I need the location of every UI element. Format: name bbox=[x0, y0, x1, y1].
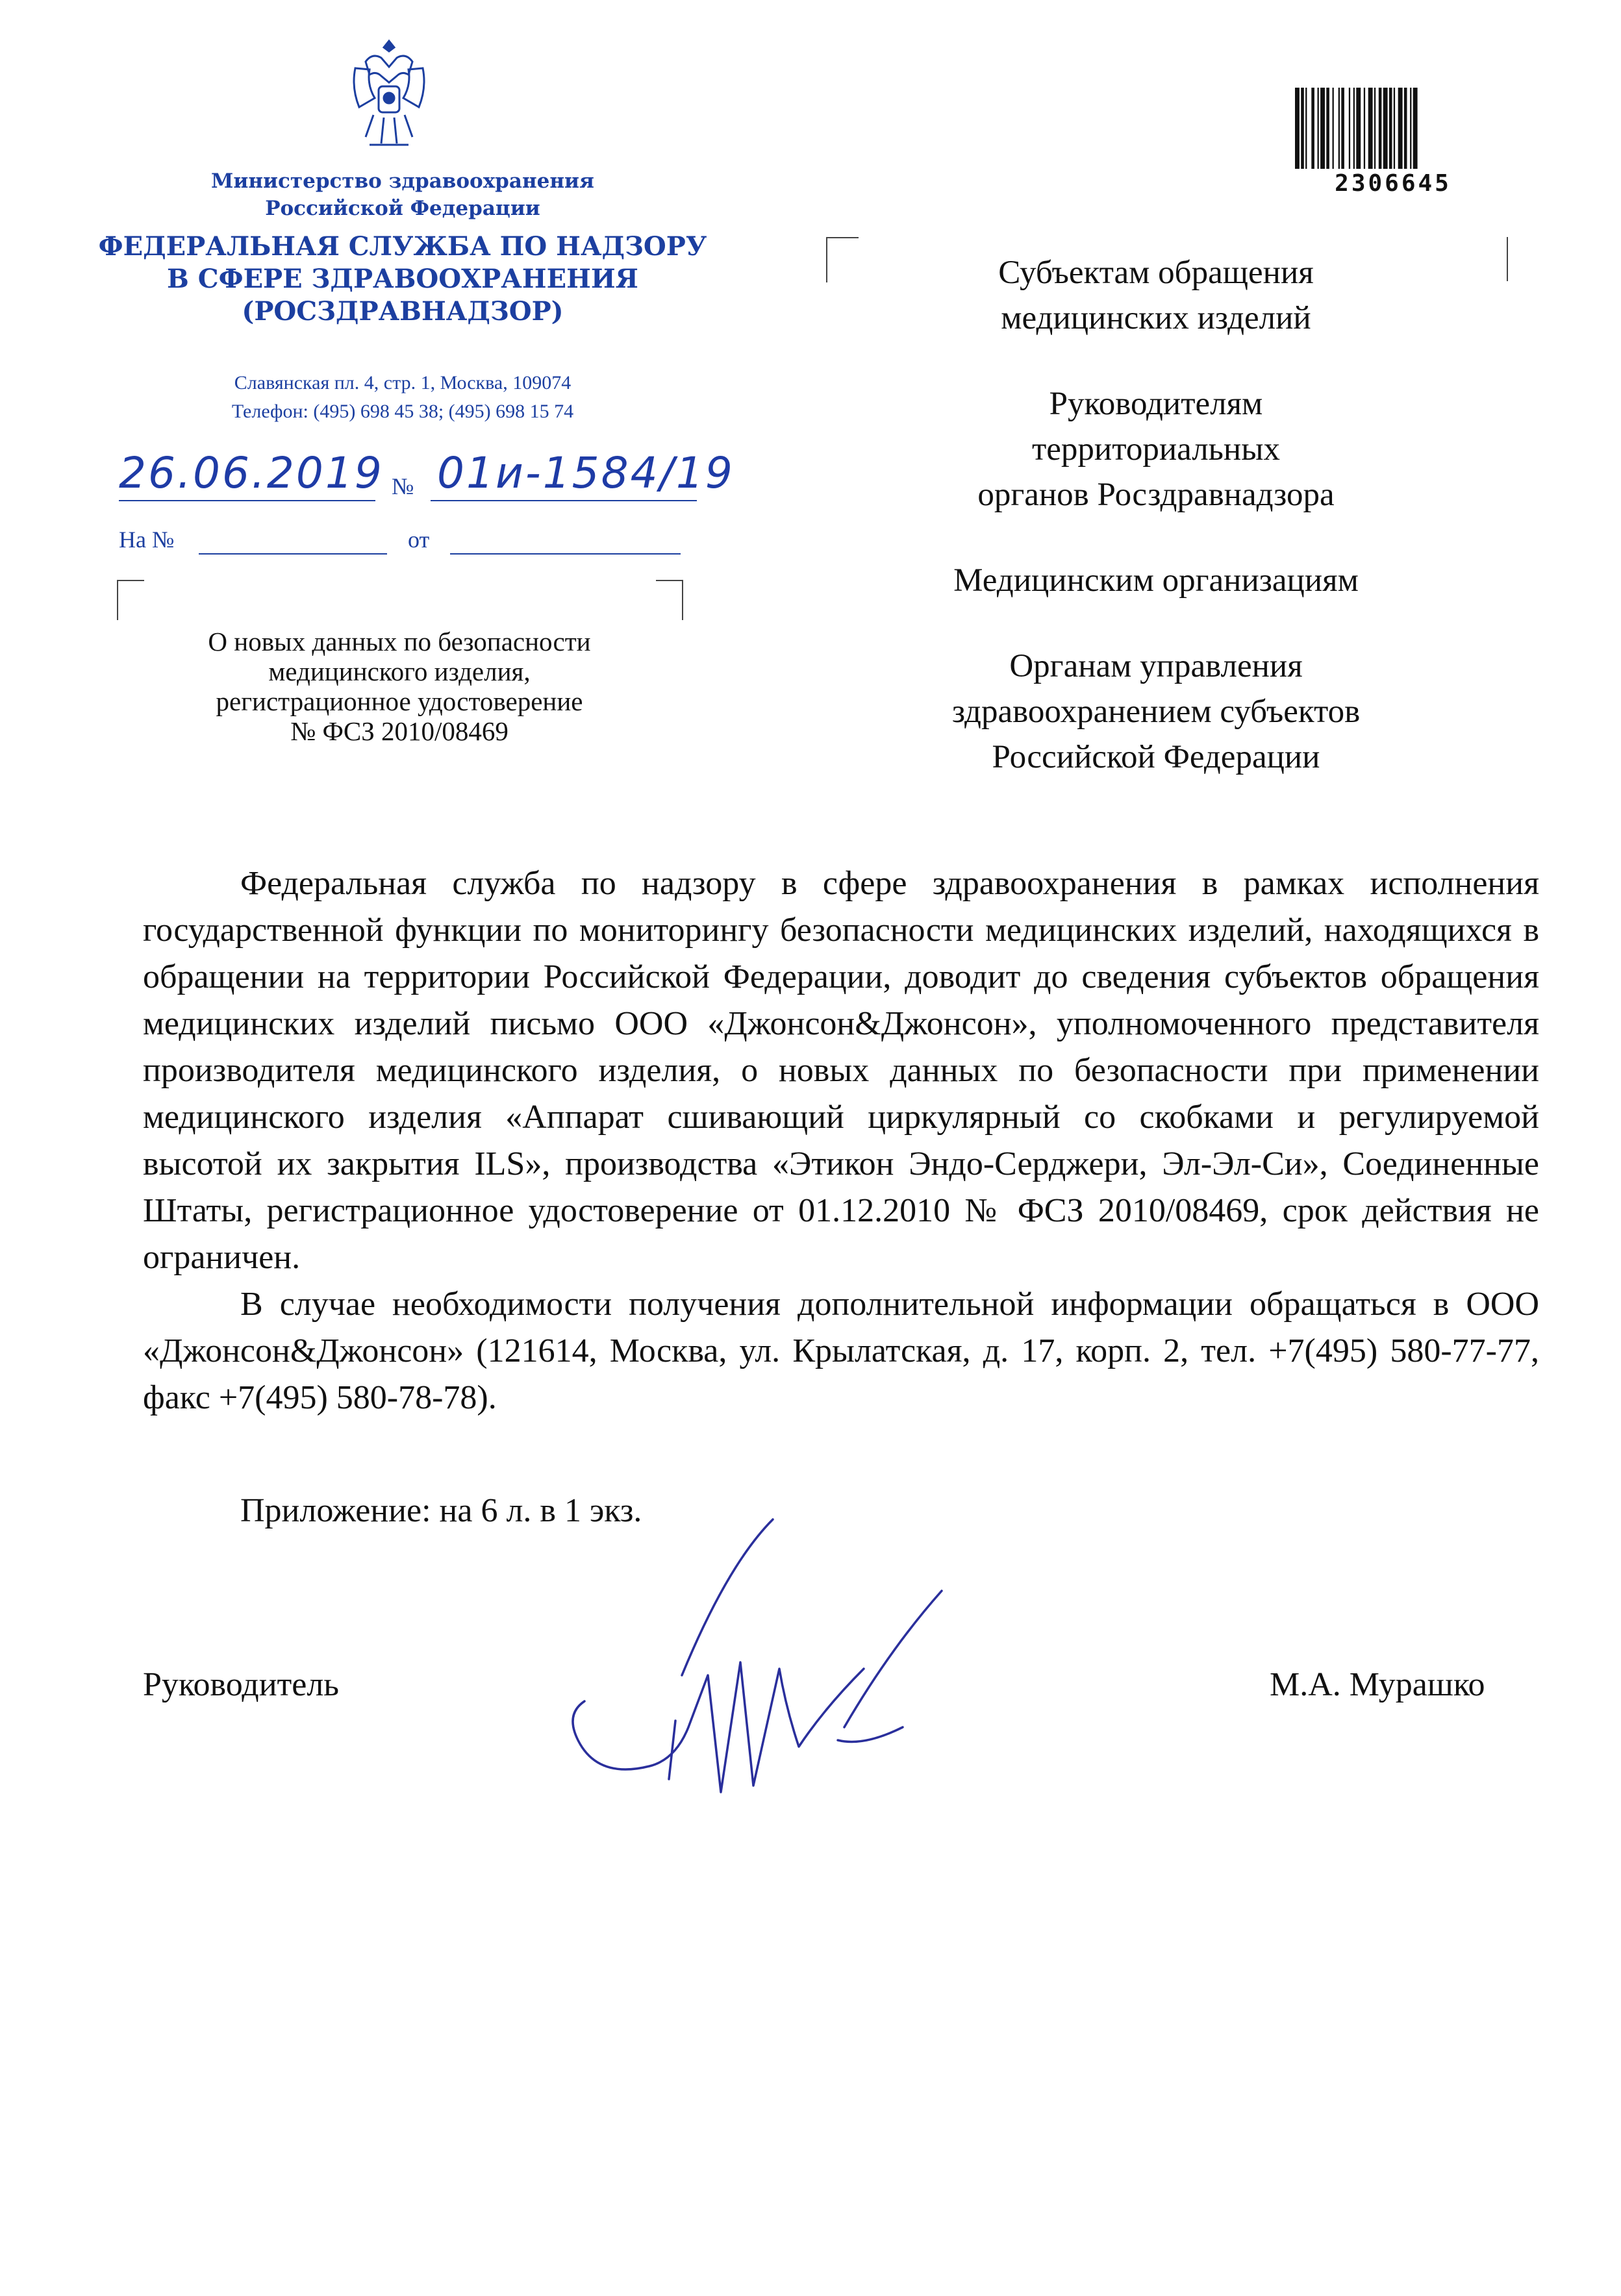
barcode-bar bbox=[1368, 88, 1373, 169]
registration-date: 26.06.2019 bbox=[119, 448, 384, 498]
barcode-bar bbox=[1364, 88, 1365, 169]
addressee-line: медицинских изделий bbox=[1001, 300, 1311, 336]
barcode-bar bbox=[1353, 88, 1355, 169]
subject-bracket-left bbox=[117, 580, 144, 620]
address-line: Славянская пл. 4, стр. 1, Москва, 109074 bbox=[234, 372, 572, 393]
ministry-line: Министерство здравоохранения bbox=[211, 169, 594, 193]
barcode-bar bbox=[1410, 88, 1411, 169]
addressee-group bbox=[864, 381, 1448, 518]
number-underline bbox=[431, 500, 697, 501]
reference-number-blank bbox=[199, 553, 387, 555]
signatory-title: Руководитель bbox=[143, 1666, 339, 1703]
barcode-bar bbox=[1305, 88, 1307, 169]
addressee-line: Субъектам обращения bbox=[998, 255, 1314, 291]
addressee-block bbox=[864, 250, 1448, 820]
barcode-bar bbox=[1413, 88, 1418, 169]
agency-name bbox=[97, 231, 708, 328]
barcode-bar bbox=[1356, 88, 1361, 169]
body-paragraph: Федеральная служба по надзору в сфере здравоохранения в рамках исполнения государственной функции по мониторингу безопасности медицинских изделий, находящихся в обращении на территории Российской Федерации, доводит до сведения субъектов обращения медицинских изделий письмо ООО «Джонсон&Джонсон», уполномоченного представителя производителя медицинского изделия, о новых данных по безопасности при применении медицинского изделия «Аппарат сшивающий циркулярный со скобками и регулируемой высотой их закрытия ILS», производства «Этикон Эндо-Серджери, Эл-Эл-Си», Соединенные Штаты, регистрационное удостоверение от 01.12.2010 № ФСЗ 2010/08469, срок действия не ограничен. bbox=[143, 865, 1539, 1276]
attachment-note: Приложение: на 6 л. в 1 экз. bbox=[240, 1492, 642, 1529]
barcode-bar bbox=[1326, 88, 1329, 169]
addressee-line: Руководителям bbox=[1049, 386, 1263, 422]
barcode-bar bbox=[1404, 88, 1407, 169]
coat-of-arms-emblem bbox=[346, 36, 432, 156]
addressee-line: Российской Федерации bbox=[992, 739, 1320, 775]
agency-line: ФЕДЕРАЛЬНАЯ СЛУЖБА ПО НАДЗОРУ bbox=[98, 231, 707, 262]
barcode-bar bbox=[1379, 88, 1382, 169]
barcode-bar bbox=[1349, 88, 1350, 169]
addressee-bracket-left bbox=[826, 237, 859, 282]
addressee-line: Медицинским организациям bbox=[953, 562, 1359, 599]
addressee-line: органов Росздравнадзора bbox=[977, 477, 1335, 513]
barcode-bar bbox=[1398, 88, 1403, 169]
number-sign: № bbox=[392, 473, 414, 499]
addressee-line: здравоохранением субъектов bbox=[951, 693, 1361, 730]
registration-line bbox=[119, 448, 735, 513]
addressee-group bbox=[864, 250, 1448, 341]
reference-from: от bbox=[408, 527, 430, 553]
barcode-bar bbox=[1338, 88, 1340, 169]
letter-body bbox=[143, 860, 1539, 1421]
subject-bracket-right bbox=[656, 580, 683, 620]
date-underline bbox=[119, 500, 375, 501]
barcode-bar bbox=[1311, 88, 1314, 169]
barcode-bar bbox=[1341, 88, 1344, 169]
barcode-bar bbox=[1389, 88, 1392, 169]
ministry-name bbox=[143, 168, 662, 222]
subject-line: медицинского изделия, bbox=[268, 656, 531, 686]
barcode-bar bbox=[1295, 88, 1300, 169]
registration-number: 01и-1584/19 bbox=[437, 448, 735, 498]
barcode bbox=[1292, 88, 1494, 169]
agency-address bbox=[130, 369, 675, 426]
barcode-bar bbox=[1301, 88, 1304, 169]
body-paragraph: В случае необходимости получения дополнительной информации обращаться в ООО «Джонсон&Джонсон» (121614, Москва, ул. Крылатская, д. 17, корп. 2, тел. +7(495) 580-77-77, факс +7(495) 580-78-78). bbox=[143, 1286, 1539, 1416]
addressee-group bbox=[864, 643, 1448, 780]
handwritten-signature bbox=[565, 1506, 974, 1844]
subject-line: регистрационное удостоверение bbox=[216, 686, 583, 716]
agency-line: (РОСЗДРАВНАДЗОР) bbox=[242, 296, 564, 327]
addressee-bracket-right bbox=[1500, 237, 1508, 281]
addressee-line: территориальных bbox=[1032, 431, 1280, 468]
barcode-bar bbox=[1374, 88, 1376, 169]
subject-line: № ФСЗ 2010/08469 bbox=[290, 716, 509, 746]
signatory-name: М.А. Мурашко bbox=[1270, 1666, 1485, 1703]
address-line: Телефон: (495) 698 45 38; (495) 698 15 74 bbox=[231, 401, 574, 422]
addressee-line: Органам управления bbox=[1009, 648, 1303, 684]
barcode-bar bbox=[1320, 88, 1325, 169]
reference-date-blank bbox=[450, 553, 681, 555]
barcode-bar bbox=[1333, 88, 1334, 169]
barcode-bar bbox=[1318, 88, 1319, 169]
barcode-bar bbox=[1383, 88, 1388, 169]
ministry-line: Российской Федерации bbox=[265, 197, 540, 220]
letter-subject bbox=[123, 627, 675, 746]
agency-line: В СФЕРЕ ЗДРАВООХРАНЕНИЯ bbox=[167, 264, 638, 294]
addressee-group bbox=[864, 558, 1448, 603]
reference-line bbox=[119, 526, 684, 558]
reference-prefix: На № bbox=[119, 527, 175, 553]
barcode-bar bbox=[1394, 88, 1395, 169]
barcode-number: 2306645 bbox=[1335, 170, 1451, 197]
subject-line: О новых данных по безопасности bbox=[208, 627, 591, 656]
